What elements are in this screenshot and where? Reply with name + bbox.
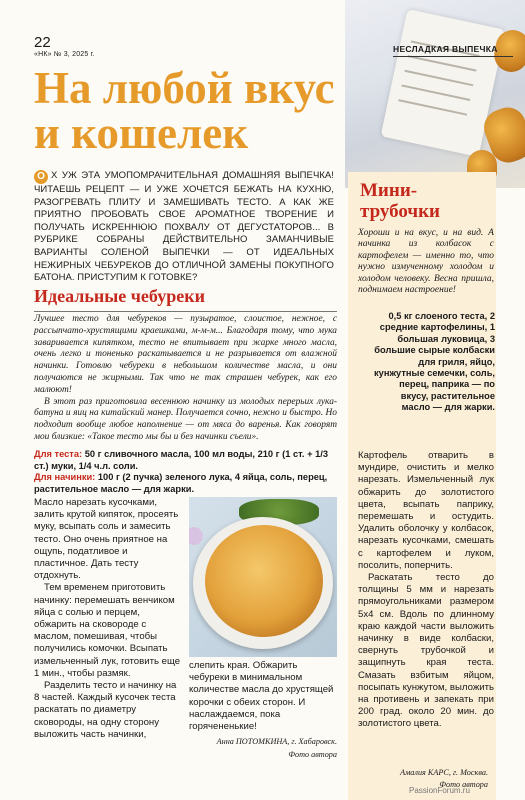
recipe2-step-1: Картофель отварить в мундире, очистить и мелко нарезать. Измельченный лук обжарить до золотистого цвета, всыпать паприку, перемешать и остудить. Удалить оболочку у колбасок, нарезать кусочками, смешать с картофелем и луком, посолить, поперчить. xyxy=(358,450,494,571)
section-divider xyxy=(393,56,513,57)
cheburek xyxy=(205,525,323,637)
recipe1-step-2: Тем временем приготовить начинку: перемешать венчиком яйца с солью и перцем, обжарить на сковороде с маслом, помешивая, чтобы получились комочки. Всыпать измельченный лук, готовить еще 1 мин., чтобы размяк. xyxy=(34,582,181,679)
recipe2-lead: Хороши и на вкус, и на вид. А начинка из колбасок с картофелем — именно то, что нужно измученному холодом и холодом человеку. Весна пришла, поднимаем настроение! xyxy=(358,228,494,296)
recipe1-ingredients xyxy=(34,449,337,495)
recipe1-column-a xyxy=(34,497,184,741)
section-label: НЕСЛАДКАЯ ВЫПЕЧКА xyxy=(393,44,498,54)
title-line-2: и кошелек xyxy=(34,108,249,158)
dropcap: О xyxy=(34,170,48,184)
recipe2-step-2: Раскатать тесто до толщины 5 мм и нарезать прямоугольниками размером 5х4 см. Вдоль по длинному краю каждой части выложить начинку в виде колбаски, свернуть трубочкой и защипнуть края теста. Смазать взбитым яйцом, посыпать кунжутом, выложить на противень и запекать при 200 град. около 20 мин. до золотистого цвета. xyxy=(358,572,494,730)
recipe1-column-b xyxy=(189,660,337,733)
intro-text: Х УЖ ЭТА УМОПОМРАЧИТЕЛЬНАЯ ДОМАШНЯЯ ВЫПЕЧКА! ЧИТАЕШЬ РЕЦЕПТ — И УЖЕ ХОЧЕТСЯ БЕЖАТЬ НА КУХНЮ, РАЗОГРЕВАТЬ ПЛИТУ И ЗАМЕШИВАТЬ ТЕСТО. А КАК ЖЕ ПРИЯТНО ПРОБОВАТЬ СВОЕ АРОМАТНОЕ ТВОРЕНИЕ И ПОЛУЧАТЬ ИСКРЕННЮЮ ПОХВАЛУ ОТ ДЕГУСТАТОРОВ... В РУБРИКЕ СОБРАНЫ ДЕЙСТВИТЕЛЬНО ЗАМАНЧИВЫЕ ВАРИАНТЫ СОЛЕНОЙ ВЫПЕЧКИ — ОТ ИДЕАЛЬНЫХ НЕЖИРНЫХ ЧЕБУРЕКОВ ДО ОТЛИЧНОЙ ЗАМЕНЫ ПОКУПНОГО БАТОНА. ПРИСТУПИМ К ГОТОВКЕ? xyxy=(34,170,334,284)
recipe1-photo-credit: Фото автора xyxy=(288,750,337,759)
recipe1-step-4: слепить края. Обжарить чебуреки в минимальном количестве масла до хрустящей корочки с обеих сторон. И наслаждаемся, пока горячененькие! xyxy=(189,660,334,733)
dough-label: Для теста: xyxy=(34,449,83,459)
filling-text: 100 г (2 пучка) зеленого лука, 4 яйца, соль, перец, растительное масло — для жарки. xyxy=(34,472,328,494)
dough-text: 50 г сливочного масла, 100 мл воды, 210 г (1 ст. + 1/3 ст.) муки, 1/4 ч.л. соли. xyxy=(34,449,328,471)
cheburek-photo xyxy=(189,497,337,657)
watermark: PassionForum.ru xyxy=(409,786,470,795)
recipe2-title xyxy=(360,180,490,222)
recipe2-title-line-2: трубочки xyxy=(360,201,440,222)
recipe1-lead-p2: В этот раз приготовила весеннюю начинку из молодых перерьих лука-батуна и яиц на китайский манер. Получается сочно, нежно и быстро. Но подходит вообще любое наполнение — от мяса до варенья. Как говорят мои близкие: «Такое тесто мы бы и без начинки съели». xyxy=(34,396,337,442)
filling-label: Для начинки: xyxy=(34,472,96,483)
recipe2-photo-credit: Фото автора xyxy=(439,780,488,789)
recipe1-title: Идеальные чебуреки xyxy=(34,286,205,306)
recipe1-lead xyxy=(34,314,337,444)
recipe2-title-line-1: Мини- xyxy=(360,180,418,201)
recipe1-step-1: Масло нарезать кусочками, залить крутой кипяток, просеять муку, всыпать соль и замесить тесто. Оно очень приятное на ощупь, податливое и пластичное. Дать тесту отдохнуть. xyxy=(34,497,179,582)
recipe1-divider xyxy=(34,311,337,312)
filling-ingredients xyxy=(34,472,337,495)
recipe1-step-3: Разделить тесто и начинку на 8 частей. Каждый кусочек теста раскатать по диаметру сковороды, на одну сторону выложить часть начинки, xyxy=(34,680,177,740)
title-line-1: На любой вкус xyxy=(34,63,335,113)
recipe2-ingredients: 0,5 кг слоеного теста, 2 средние картофелины, 1 большая луковица, 3 большие сырые колбаски для гриля, яйцо, кунжутные семечки, соль, перец, паприка — по вкусу, растительное масло — для жарки. xyxy=(374,311,495,413)
issue-label: «НК» № 3, 2025 г. xyxy=(34,51,95,58)
dough-ingredients xyxy=(34,449,337,472)
page-number: 22 xyxy=(34,34,51,51)
recipe1-lead-p1: Лучшее тесто для чебуреков — пузыратое, слоистое, нежное, с рассыпчато-хрустящими краешками, м-м-м... Благодаря тому, что мука заваривается кипятком, тесто не впитывает при жарке много масла, очень легко и тоненько раскатывается и не разрывается от влажной начинки. Готовлю чебуреки в небольшом количестве масла, и они получаются не жирными. Так что не так страшен чебурек, как его малюют! xyxy=(34,314,337,395)
intro-paragraph xyxy=(34,170,334,285)
top-food-photo xyxy=(345,0,525,188)
page-title xyxy=(34,63,354,158)
recipe2-signature: Амалия КАРС, г. Москва. xyxy=(400,768,488,777)
flower-decor xyxy=(189,527,203,545)
recipe2-body xyxy=(358,450,494,731)
recipe1-signature: Анна ПОТОМКИНА, г. Хабаровск. xyxy=(216,737,337,746)
